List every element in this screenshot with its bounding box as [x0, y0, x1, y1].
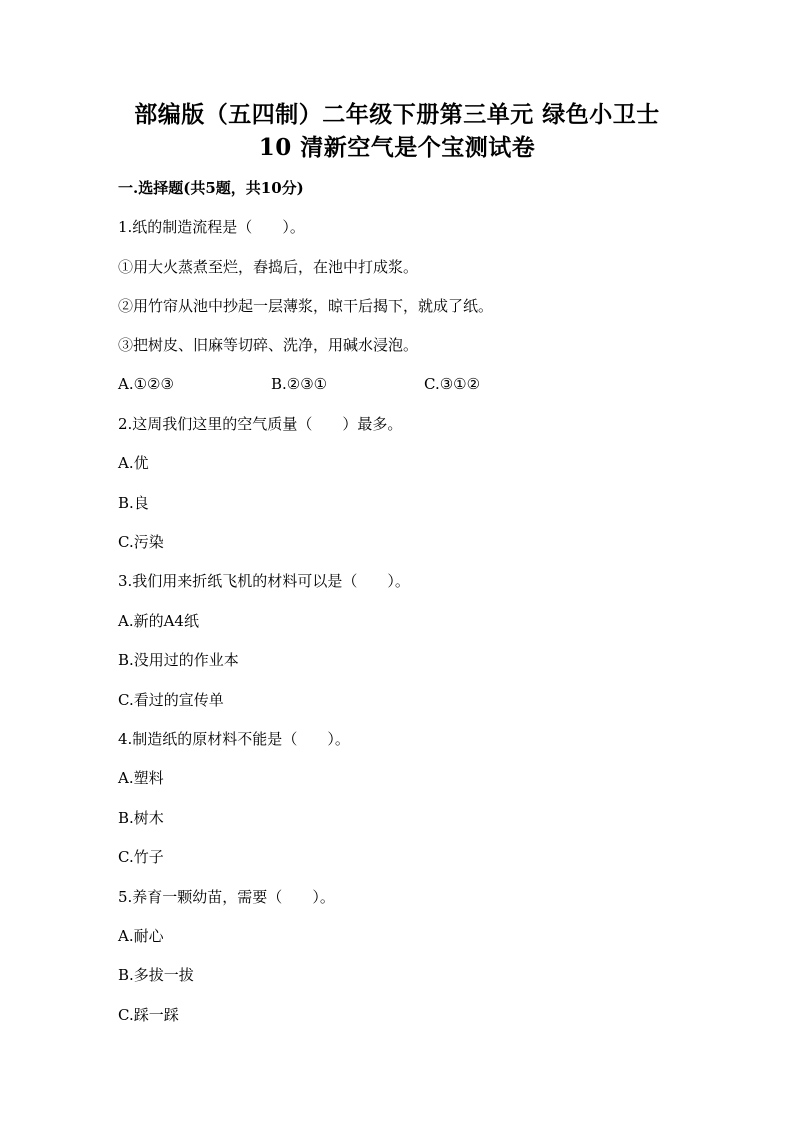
- question-2-option-c: C.污染: [118, 533, 164, 551]
- question-2-option-b: B.良: [118, 494, 149, 512]
- question-1-stem: 1.纸的制造流程是（ ）。: [118, 218, 305, 236]
- question-5-option-b: B.多拔一拔: [118, 966, 194, 984]
- page-title-line-1: 部编版（五四制）二年级下册第三单元 绿色小卫士: [134, 101, 660, 128]
- question-4-option-b: B.树木: [118, 809, 164, 827]
- question-3-option-c: C.看过的宣传单: [118, 691, 224, 709]
- question-1-step-1: ①用大火蒸煮至烂，舂捣后，在池中打成浆。: [118, 258, 419, 276]
- question-1-option-b: B.②③①: [271, 375, 328, 393]
- question-4-option-a: A.塑料: [118, 769, 164, 787]
- question-5-stem: 5.养育一颗幼苗，需要（ ）。: [118, 888, 335, 906]
- question-1-step-3: ③把树皮、旧麻等切碎、洗净，用碱水浸泡。: [118, 336, 419, 354]
- question-2-stem: 2.这周我们这里的空气质量（ ）最多。: [118, 415, 403, 433]
- question-4-option-c: C.竹子: [118, 848, 164, 866]
- question-5-option-a: A.耐心: [118, 927, 164, 945]
- page-title-line-2: 10 清新空气是个宝测试卷: [258, 134, 536, 161]
- question-2-option-a: A.优: [118, 454, 149, 472]
- question-3-stem: 3.我们用来折纸飞机的材料可以是（ ）。: [118, 572, 410, 590]
- question-5-option-c: C.踩一踩: [118, 1006, 179, 1024]
- section-heading: 一.选择题(共5题，共10分): [118, 179, 304, 197]
- question-1-option-a: A.①②③: [118, 375, 174, 393]
- question-3-option-a: A.新的A4纸: [118, 612, 199, 630]
- question-4-stem: 4.制造纸的原材料不能是（ ）。: [118, 730, 350, 748]
- question-1-step-2: ②用竹帘从池中抄起一层薄浆，晾干后揭下，就成了纸。: [118, 297, 494, 315]
- question-1-option-c: C.③①②: [424, 375, 481, 393]
- question-3-option-b: B.没用过的作业本: [118, 651, 239, 669]
